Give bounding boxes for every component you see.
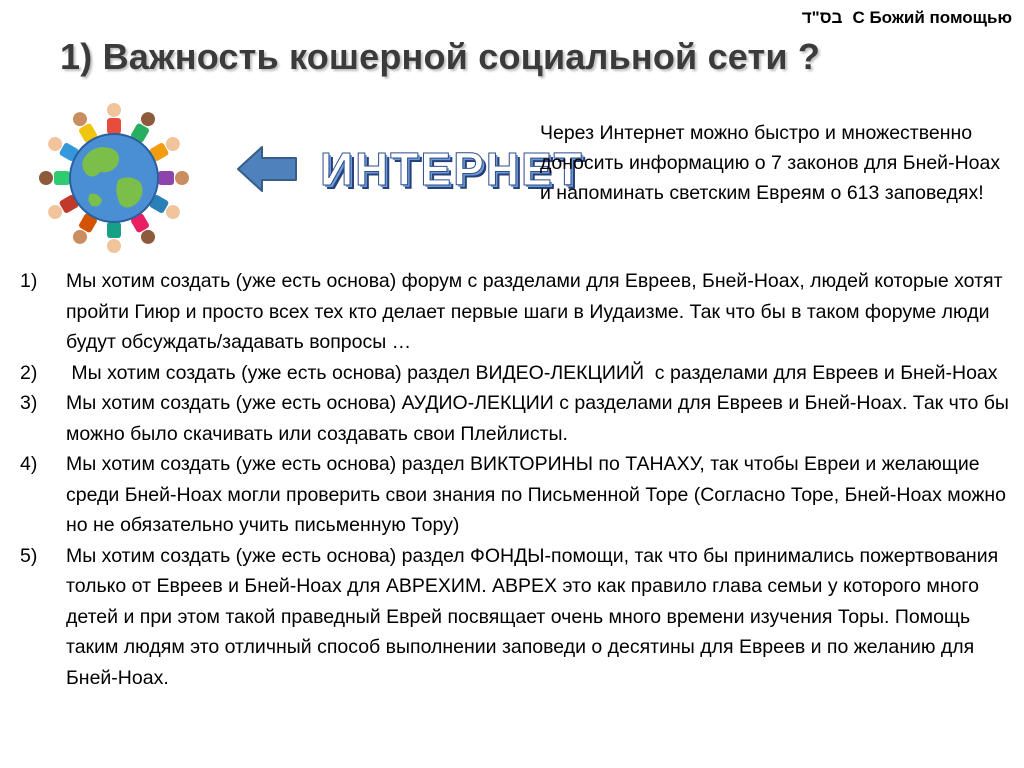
list-item-text: Мы хотим создать (уже есть основа) раздел ВИДЕО-ЛЕКЦИИЙ с разделами для Евреев и Бней-Ноах: [66, 361, 998, 384]
list-item: [20, 358, 1015, 389]
arrow-left-icon: [236, 144, 298, 194]
list-item: [20, 541, 1015, 694]
list-item-text: Мы хотим создать (уже есть основа) раздел ВИКТОРИНЫ по ТАНАХУ, так чтобы Евреи и желающие среди Бней-Ноах могли проверить свои знания по Письменной Торе (Согласно Торе, Бней-Ноах можно но не обязательно учить письменную Тору): [66, 453, 1006, 536]
list-item-text: Мы хотим создать (уже есть основа) форум с разделами для Евреев, Бней-Ноах, людей которые хотят пройти Гиюр и просто всех тех кто делает первые шаги в Иудаизме. Так что бы в таком форуме люди будут обсуждать/задавать вопросы …: [66, 270, 1003, 353]
list-item-number: 3): [20, 392, 38, 414]
list-item: [20, 266, 1015, 358]
list-item-text: Мы хотим создать (уже есть основа) АУДИО-ЛЕКЦИИ с разделами для Евреев и Бней-Ноах. Так что бы можно было скачивать или создавать свои Плейлисты.: [66, 392, 1009, 445]
blessing-text: С Божий помощью: [852, 8, 1012, 27]
list-item-text: Мы хотим создать (уже есть основа) раздел ФОНДЫ-помощи, так что бы принимались пожертвования только от Евреев и Бней-Ноах для АВРЕХИМ. АВРЕХ это как правило глава семьи у которого много детей и при этом такой праведный Еврей посвящает очень много времени изучения Торы. Помощь таким людям это отличный способ выполнении заповеди о десятины для Евреев и по желанию для Бней-Ноах.: [66, 544, 999, 689]
list-item-number: 4): [20, 453, 38, 475]
intro-paragraph: Через Интернет можно быстро и множественно доносить информацию о 7 законов для Бней-Ноах и напоминать светским Евреям о 613 заповедях!: [540, 122, 1001, 204]
list-item-number: 5): [20, 544, 38, 567]
blessing-header: [802, 8, 1012, 28]
list-item: [20, 449, 1015, 541]
globe-with-children-icon: [2, 98, 226, 258]
slide-title: 1) Важность кошерной социальной сети ?: [60, 36, 821, 77]
list-item-number: 1): [20, 270, 38, 292]
list-item-number: 2): [20, 361, 38, 384]
goals-list: [20, 266, 1015, 693]
hebrew-mark: בס"ד: [801, 8, 843, 27]
list-item: [20, 388, 1015, 449]
internet-wordart: ИНТЕРНЕТ: [320, 143, 584, 195]
